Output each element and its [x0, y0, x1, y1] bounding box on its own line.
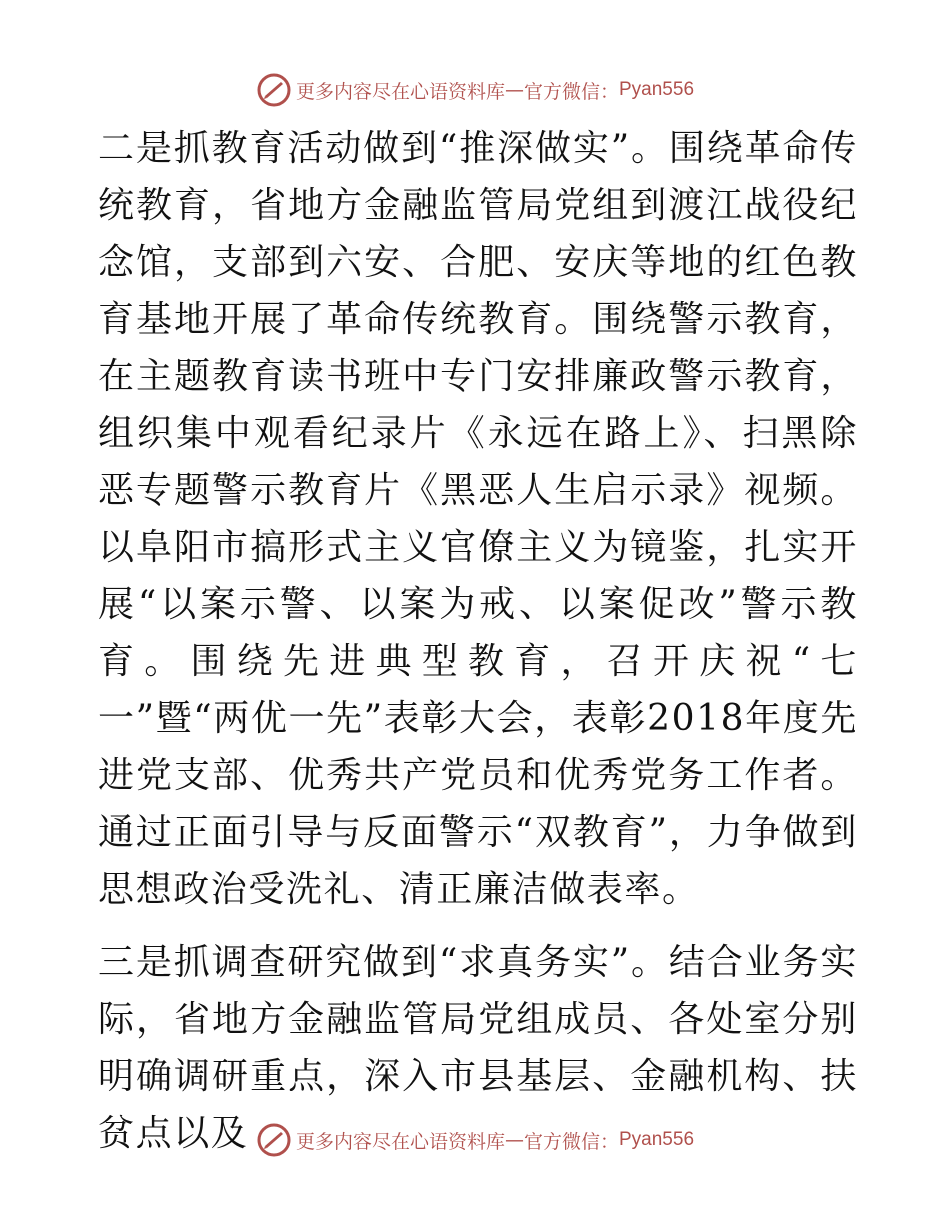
watermark-contact-value: Pyan556: [619, 79, 695, 100]
watermark-separator: —: [504, 1129, 524, 1151]
watermark-separator: —: [504, 79, 524, 101]
document-body: [98, 120, 858, 1162]
logo-icon: [256, 1122, 292, 1158]
paragraph-research: 三是抓调查研究做到“求真务实”。结合业务实际，省地方金融监管局党组成员、各处室分别明确调研重点，深入市县基层、金融机构、扶贫点以及: [98, 942, 858, 1154]
watermark-text: 更多内容尽在心语资料库: [295, 1130, 505, 1153]
logo-icon: [256, 72, 292, 108]
paragraph-education: 二是抓教育活动做到“推深做实”。围绕革命传统教育，省地方金融监管局党组到渡江战役纪念馆，支部到六安、合肥、安庆等地的红色教育基地开展了革命传统教育。围绕警示教育，在主题教育读书班中专门安排廉政警示教育，组织集中观看纪录片《永远在路上》、扫黑除恶专题警示教育片《黑恶人生启示录》视频。以阜阳市搞形式主义官僚主义为镜鉴，扎实开展“以案示警、以案为戒、以案促改”警示教育。围绕先进典型教育，召开庆祝“七一”暨“两优一先”表彰大会，表彰2018年度先进党支部、优秀共产党员和优秀党务工作者。通过正面引导与反面警示“双教育”，力争做到思想政治受洗礼、清正廉洁做表率。: [98, 128, 858, 910]
watermark-contact-label: 官方微信：: [523, 80, 619, 103]
watermark-banner-top: [0, 70, 950, 110]
watermark-contact-label: 官方微信：: [523, 1130, 619, 1153]
watermark-banner-bottom: [0, 1120, 950, 1160]
watermark-text: 更多内容尽在心语资料库: [295, 80, 505, 103]
watermark-contact-value: Pyan556: [619, 1129, 695, 1150]
